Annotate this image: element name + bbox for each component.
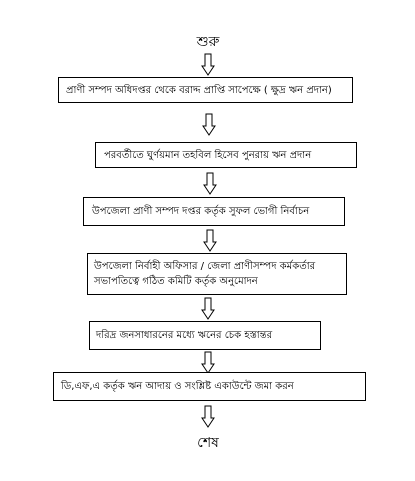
flow-step-6-text: ডি,এফ,এ কর্তৃক ঋন আদায় ও সংশ্লিষ্ট একাউন্টে জমা করন <box>61 381 294 392</box>
flow-step-1-text: প্রাণী সম্পদ অধিদপ্তর থেকে বরাদ্দ প্রাপ্তি সাপেক্ষে ( ক্ষুদ্র ঋন প্রদান) <box>66 84 332 96</box>
down-arrow-icon <box>203 230 217 252</box>
flow-step-1 <box>58 77 353 103</box>
down-arrow-icon <box>202 114 216 136</box>
flow-step-5-text: দরিদ্র জনসাধারনের মধ্যে ঋনের চেক হস্তান্তর <box>96 330 273 341</box>
flow-step-5 <box>89 321 321 350</box>
flow-step-4-text: উপজেলা নির্বাহী অফিসার / জেলা প্রাণীসম্পদ কর্মকর্তার সভাপতিত্বে গঠিত কমিটি কর্তৃক অনুমোদন <box>94 261 316 287</box>
flow-step-2-text: পরবর্তীতে ঘুর্ণয়মান তহবিল হিসেব পুনরায় ঋন প্রদান <box>104 149 312 161</box>
down-arrow-icon <box>201 352 215 374</box>
flow-step-3-text: উপজেলা প্রাণী সম্পদ দপ্তর কর্তৃক সুফল ভোগী নির্বাচন <box>92 206 310 217</box>
start-label: শুরু <box>196 34 220 50</box>
down-arrow-icon <box>201 54 215 76</box>
flow-step-2 <box>95 142 357 168</box>
down-arrow-icon <box>201 406 215 428</box>
flow-step-4 <box>87 253 347 295</box>
flow-step-6 <box>53 372 366 401</box>
flow-step-3 <box>83 197 345 226</box>
down-arrow-icon <box>201 298 215 320</box>
end-label: শেষ <box>197 435 219 451</box>
down-arrow-icon <box>203 173 217 195</box>
